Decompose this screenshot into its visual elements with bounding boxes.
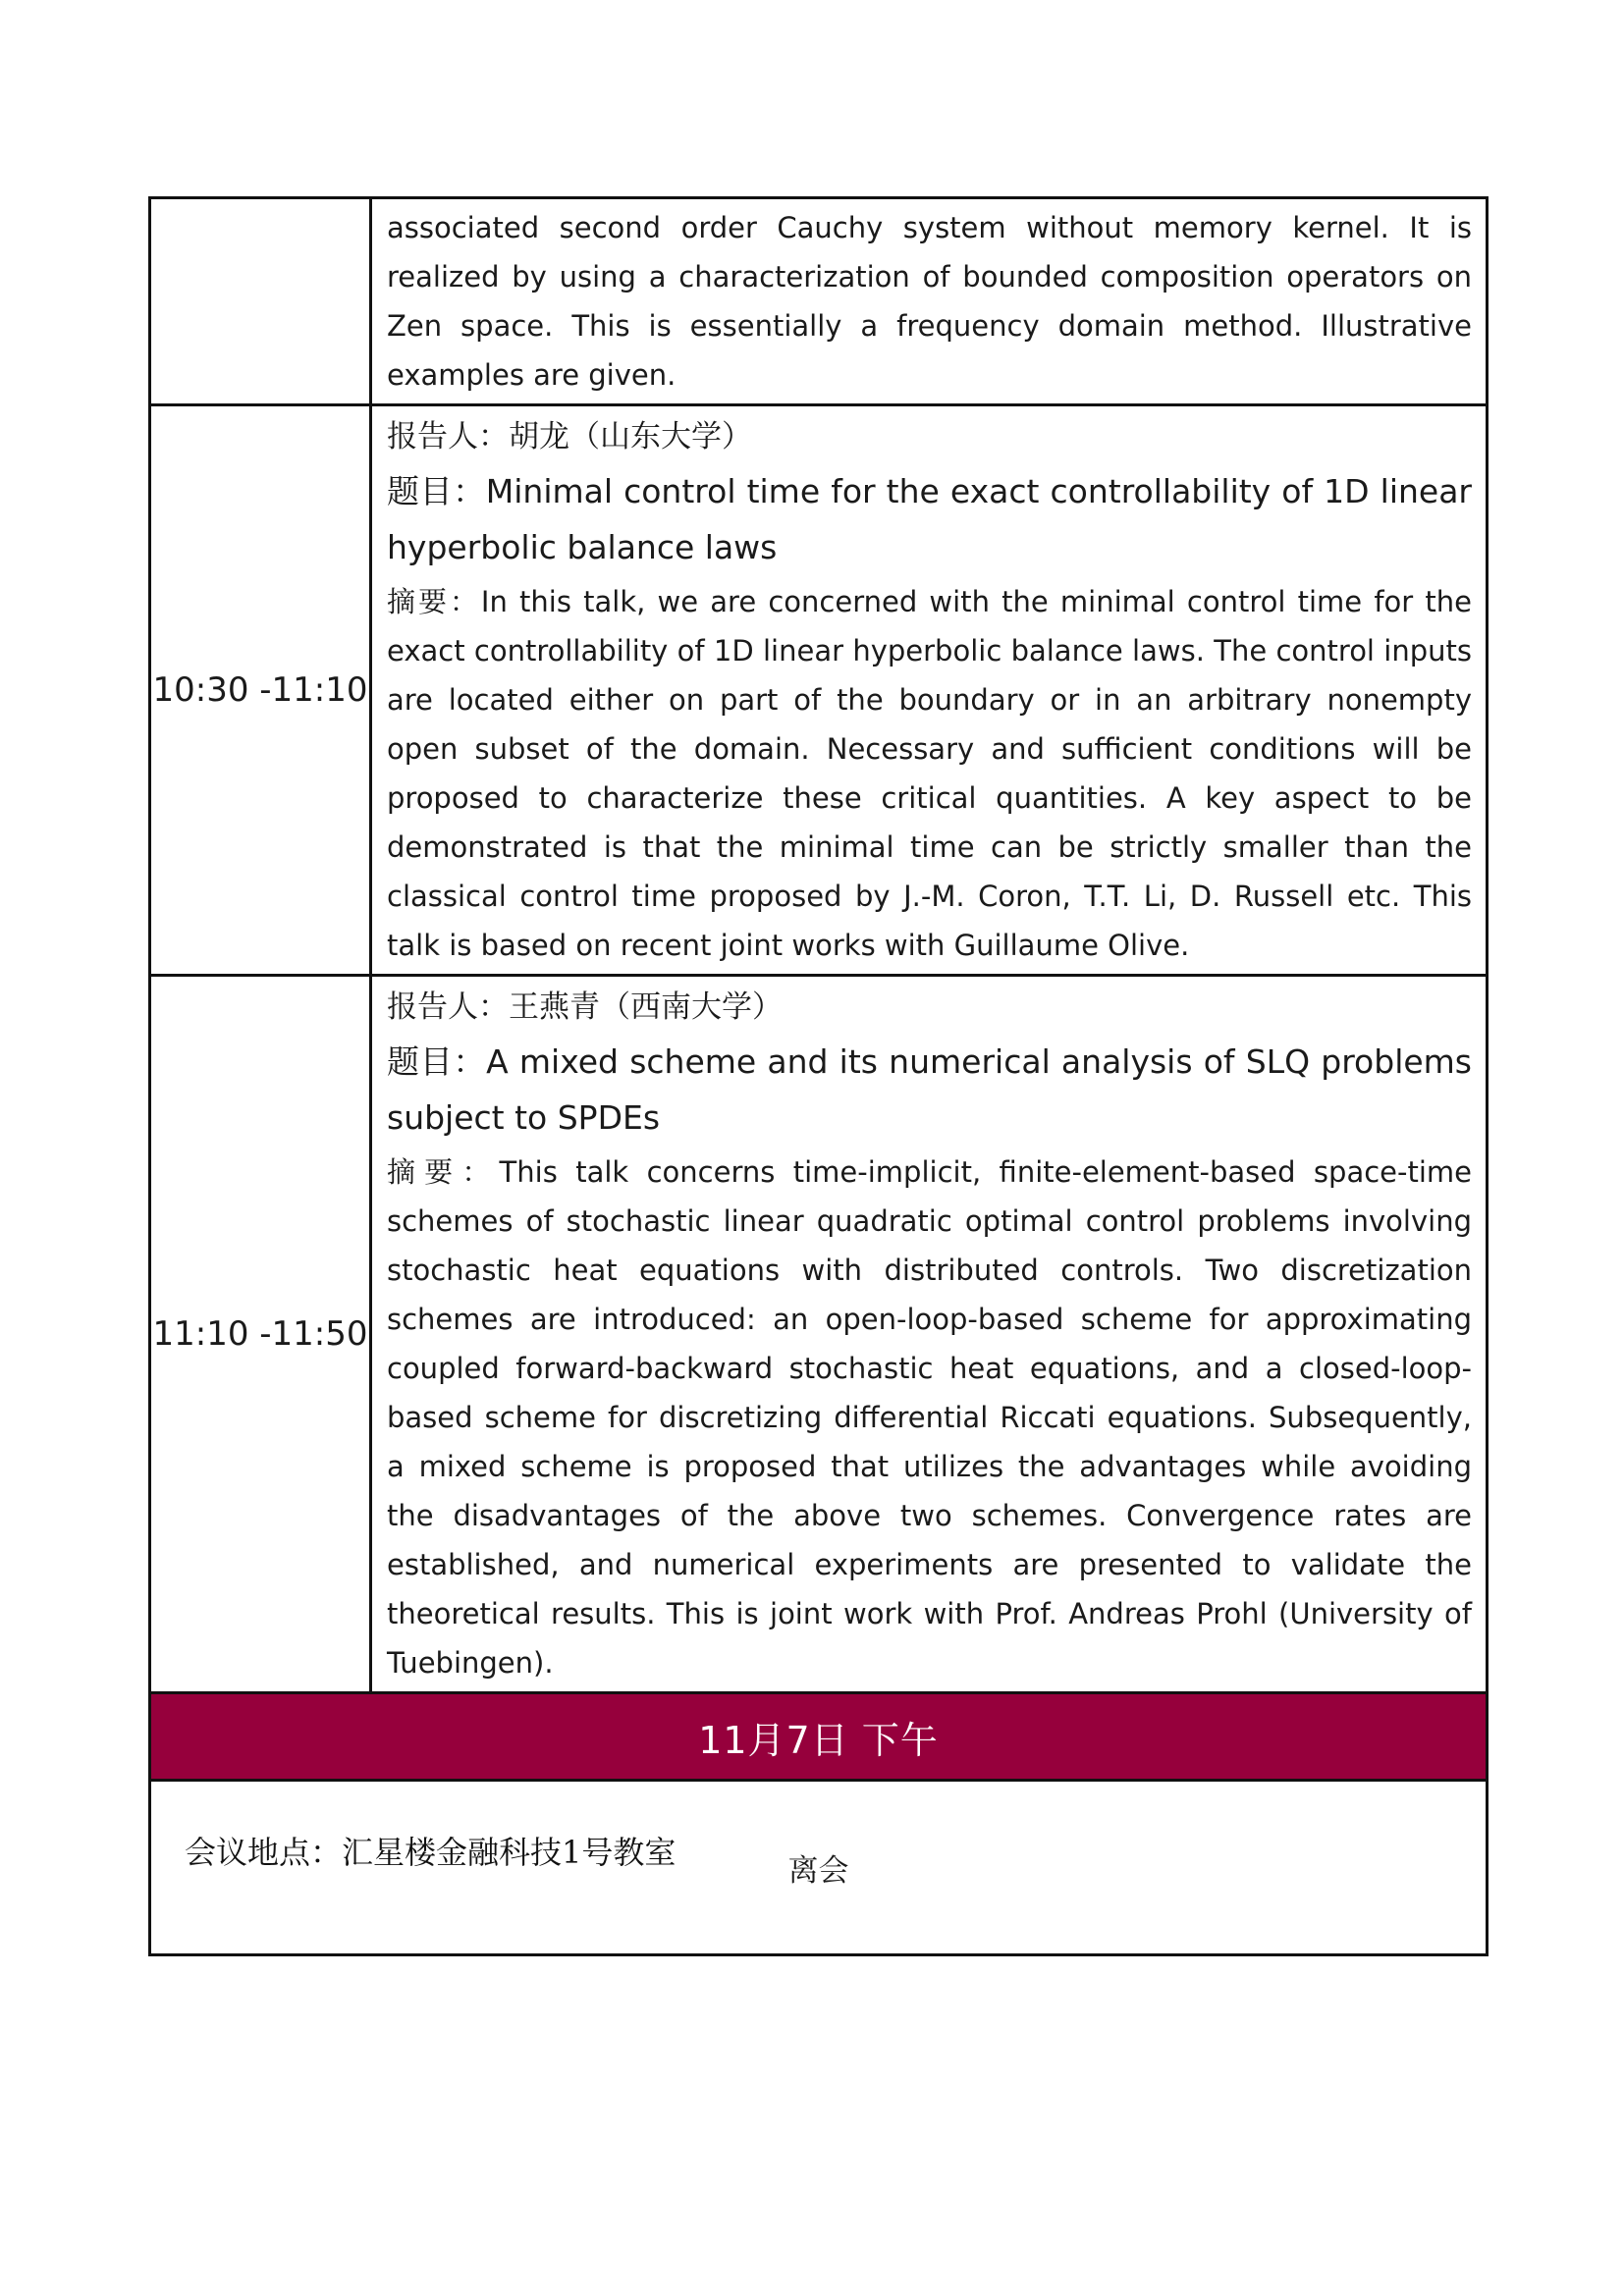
abstract-text: In this talk, we are concerned with the minimal control time for the exact controllability of 1D linear hyperbolic balance laws. The control inputs are located either on part of the boundary or in an arbitrary nonempty open subset of the domain. Necessary and sufficient conditions will be proposed to characterize these critical quantities. A key aspect to be demonstrated is that the minimal time can be strictly smaller than the classical control time proposed by J.-M. Coron, T.T. Li, D. Russell etc. This talk is based on recent joint works with Guillaume Olive. (387, 585, 1472, 962)
speaker-label: 报告人： (387, 989, 509, 1025)
session-header: 11月7日 下午 (150, 1693, 1488, 1781)
speaker-name: 王燕青（西南大学） (509, 989, 783, 1025)
abstract-continued-cell (371, 198, 1488, 405)
closing-cell: 离会 (150, 1781, 1488, 1955)
venue-note: 会议地点：汇星楼金融科技1号教室 (185, 1834, 677, 1871)
abstract-continued: associated second order Cauchy system without memory kernel. It is realized by using a characterization of bounded composition operators on Zen space. This is essentially a frequency domain method. Illustrative examples are given. (387, 211, 1472, 392)
title-label: 题目： (387, 1042, 487, 1081)
speaker-name: 胡龙（山东大学） (509, 419, 752, 454)
talk-cell (371, 976, 1488, 1693)
title-text: Minimal control time for the exact controllability of 1D linear hyperbolic balance laws (387, 472, 1472, 566)
session-header-row (150, 1693, 1488, 1781)
talk-abstract (387, 1148, 1472, 1687)
table-row (150, 198, 1488, 405)
title-text: A mixed scheme and its numerical analysis of SLQ problems subject to SPDEs (387, 1042, 1472, 1137)
title-label: 题目： (387, 472, 486, 510)
speaker-label: 报告人： (387, 419, 509, 454)
talk-abstract (387, 577, 1472, 970)
table-row (150, 405, 1488, 976)
abstract-label: 摘要： (387, 1155, 500, 1189)
table-row (150, 976, 1488, 1693)
time-cell: 10:30 -11:10 (150, 405, 371, 976)
time-cell (150, 198, 371, 405)
abstract-label: 摘要： (387, 585, 481, 618)
talk-title (387, 1034, 1472, 1146)
speaker-line (387, 981, 1472, 1034)
abstract-text: This talk concerns time-implicit, finite-element-based space-time schemes of stochastic linear quadratic optimal control problems involving stochastic heat equations with distributed controls. Two discretization schemes are introduced: an open-loop-based scheme for approximating coupled forward-backward stochastic heat equations, and a closed-loop-based scheme for discretizing differential Riccati equations. Subsequently, a mixed scheme is proposed that utilizes the advantages while avoiding the disadvantages of the above two schemes. Convergence rates are established, and numerical experiments are presented to validate the theoretical results. This is joint work with Prof. Andreas Prohl (University of Tuebingen). (387, 1155, 1472, 1680)
talk-cell (371, 405, 1488, 976)
schedule-table (148, 196, 1489, 1956)
speaker-line (387, 410, 1472, 463)
talk-title (387, 463, 1472, 575)
time-cell: 11:10 -11:50 (150, 976, 371, 1693)
